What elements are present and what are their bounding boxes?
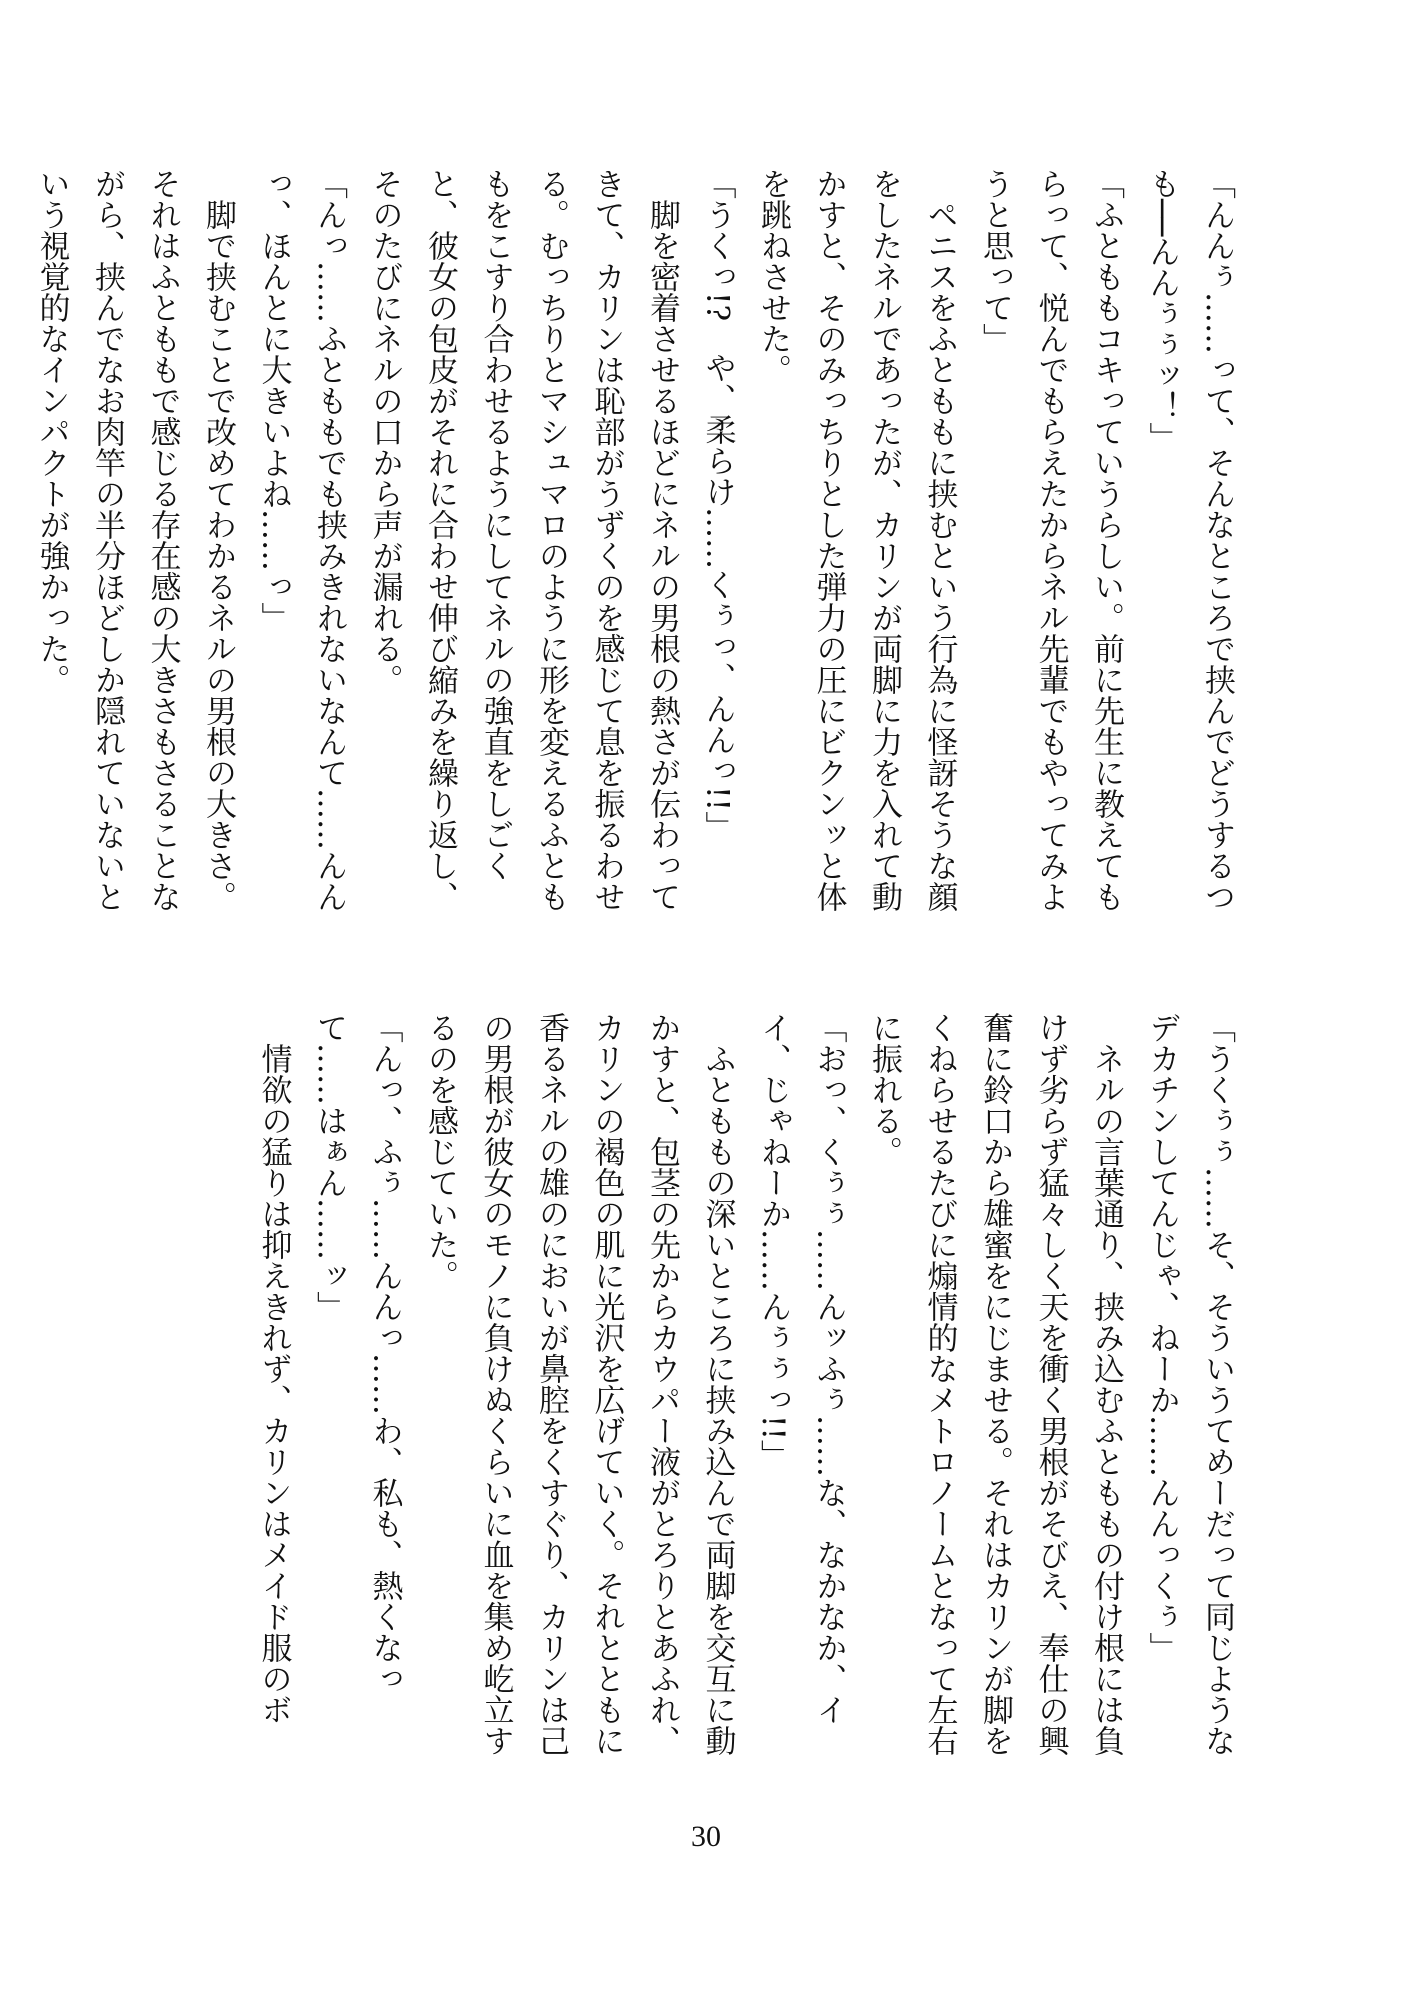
paragraph: 「ふとももコキっていうらしい。前に先生に教えてもらって、悦んでもらえたからネル先輩でもやってみようと思って」 — [977, 168, 1124, 912]
page-number: 30 — [691, 1820, 721, 1853]
paragraph: 情欲の猛りは抑えきれず、カリンはメイド服のボ — [255, 1012, 292, 1725]
text-column-top — [33, 168, 1244, 928]
paragraph: 脚で挟むことで改めてわかるネルの男根の大きさ。それはふとももで感じる存在感の大きさもさることながら、挟んでなお肉竿の半分ほどしか隠れていないという視覚的なインパクトが強かった。 — [33, 168, 236, 912]
paragraph: ペニスをふとももに挟むという行為に怪訝そうな顔をしたネルであったが、カリンが両脚に力を入れて動かすと、そのみっちりとした弾力の圧にビクンッと体を跳ねさせた。 — [755, 168, 958, 912]
paragraph: 「んっ、ふぅ……んんっ……わ、私も、熱くなって……はぁん……ッ」 — [311, 1012, 403, 1694]
paragraph: 脚を密着させるほどにネルの男根の熱さが伝わってきて、カリンは恥部がうずくのを感じて息を振るわせる。むっちりとマシュマロのように形を変えるふとももをこすり合わせるようにしてネルの強直をしごくと、彼女の包皮がそれに合わせ伸び縮みを繰り返し、そのたびにネルの口から声が漏れる。 — [366, 168, 680, 912]
paragraph: 「うくぅぅ……そ、そういうてめーだって同じようなデカチンしてんじゃ、ねーか……んんっくぅ」 — [1143, 1012, 1235, 1756]
text-column-bottom — [184, 1012, 1244, 1772]
paragraph: ネルの言葉通り、挟み込むふとももの付け根には負けず劣らず猛々しく天を衝く男根がそびえ、奉仕の興奮に鈴口から雄蜜をにじませる。それはカリンが脚をくねらせるたびに煽情的なメトロノームとなって左右に振れる。 — [866, 1012, 1124, 1756]
paragraph: 「おっ、くぅぅ……んッふぅ……な、なかなか、イイ、じゃねーか……んぅぅっ!!」 — [755, 1012, 847, 1725]
paragraph: ふとももの深いところに挟み込んで両脚を交互に動かすと、包茎の先からカウパー液がとろりとあふれ、カリンの褐色の肌に光沢を広げていく。それとともに香るネルの雄のにおいが鼻腔をくすぐり、カリンは己の男根が彼女のモノに負けぬくらいに血を集め屹立するのを感じていた。 — [422, 1012, 736, 1756]
paragraph: 「んっ……ふとももでも挟みきれないなんて……んんっ、ほんとに大きいよね……っ」 — [255, 168, 347, 912]
paragraph: 「んんぅ……って、そんなところで挟んでどうするつも──んんぅぅッ！」 — [1143, 168, 1235, 912]
paragraph: 「うくっ!? や、柔らけ……くぅっ、んんっ!!」 — [699, 168, 736, 842]
